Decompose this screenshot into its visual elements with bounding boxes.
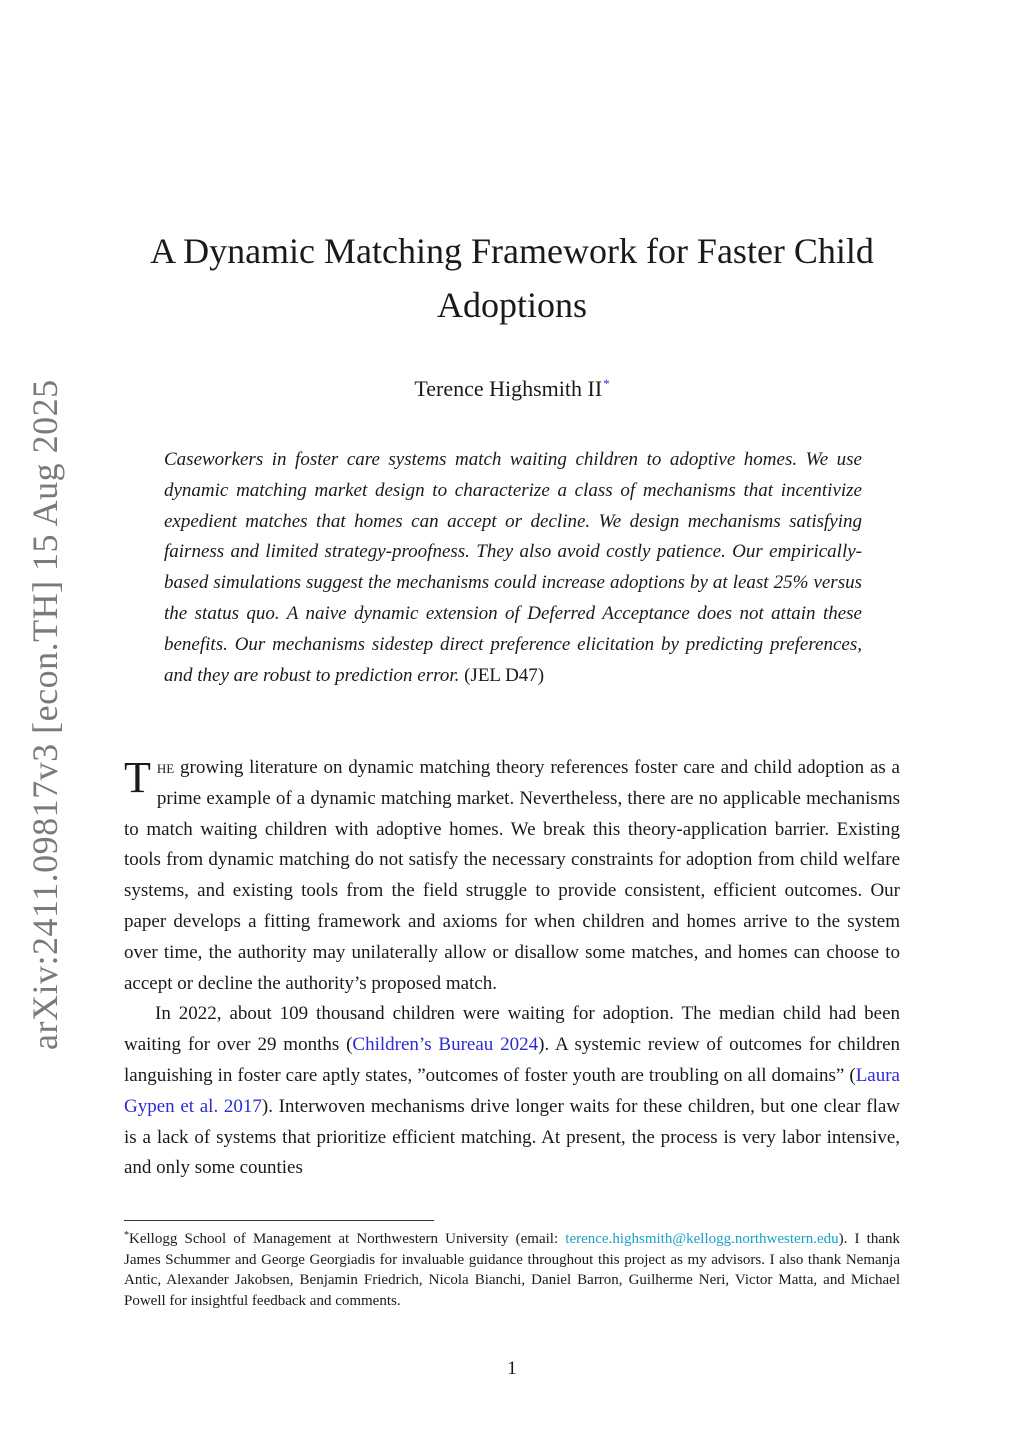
jel-code: (JEL D47): [464, 664, 545, 686]
author-footnote-marker[interactable]: *: [603, 376, 610, 391]
paragraph-intro-text: growing literature on dynamic matching theory references foster care and child adoption as a prime example of a dynamic matching market. Nevertheless, there are no applicable mechanisms to match waiting children with adoptive homes. We break this theory-application barrier. Existing tools from dynamic matching do not satisfy the necessary constraints for adoption from child welfare systems, and existing tools from the field struggle to provide consistent, efficient outcomes. Our paper develops a fitting framework and axioms for when children and homes arrive to the system over time, the authority may unilaterally allow or disallow some matches, and homes can choose to accept or decline the authority’s proposed match.: [124, 757, 900, 994]
author-line: [130, 370, 894, 403]
arxiv-identifier-stamp: arXiv:2411.09817v3 [econ.TH] 15 Aug 2025: [25, 379, 65, 1050]
citation-link-childrens-bureau[interactable]: Children’s Bureau 2024: [352, 1034, 539, 1056]
author-email-link[interactable]: terence.highsmith@kellogg.northwestern.edu: [565, 1231, 839, 1247]
footnote-divider: [124, 1220, 434, 1221]
footnote-text: Kellogg School of Management at Northwestern University (email:: [129, 1231, 566, 1247]
footnote-text: ). I thank James Schummer and George Georgiadis for invaluable guidance throughout this project as my advisors. I also thank Nemanja Antic, Alexander Jakobsen, Benjamin Friedrich, Nicola Bianchi, Daniel Barron, Guilherme Neri, Victor Matta, and Michael Powell for insightful feedback and comments.: [124, 1231, 900, 1309]
author-name: Terence Highsmith II: [414, 376, 603, 401]
paper-title: A Dynamic Matching Framework for Faster Child Adoptions: [150, 231, 874, 325]
body-text: [124, 753, 900, 1184]
footnote: [124, 1226, 900, 1311]
paragraph-text: ). A systemic review of outcomes for children languishing in foster care aptly states, ”outcomes of foster youth are troubling on all domains” (: [124, 1034, 901, 1086]
citation-link-gypen[interactable]: Laura Gypen et al. 2017: [124, 1064, 900, 1117]
page-number: 1: [507, 1358, 517, 1379]
paragraph-intro: [124, 753, 900, 999]
abstract: [164, 445, 862, 691]
paragraph-text: ). Interwoven mechanisms drive longer waits for these children, but one clear flaw is a lack of systems that prioritize efficient matching. At present, the process is very labor intensive, and only some counties: [124, 1095, 900, 1179]
paragraph-statistics: [124, 999, 900, 1184]
smallcaps-lead: he: [156, 757, 175, 778]
abstract-text: Caseworkers in foster care systems match waiting children to adoptive homes. We use dynamic matching market design to characterize a class of mechanisms that incentivize expedient matches that homes can accept or decline. We design mechanisms satisfying fairness and limited strategy-proofness. They also avoid costly patience. Our empirically-based simulations suggest the mechanisms could increase adoptions by at least 25% versus the status quo. A naive dynamic extension of Deferred Acceptance does not attain these benefits. Our mechanisms sidestep direct preference elicitation by predicting preferences, and they are robust to prediction error.: [164, 449, 862, 686]
footnote-marker: *: [124, 1230, 129, 1241]
dropcap-letter: T: [124, 753, 151, 802]
paragraph-text: In 2022, about 109 thousand children were waiting for adoption. The median child had been waiting for over 29 months (: [124, 1003, 900, 1056]
